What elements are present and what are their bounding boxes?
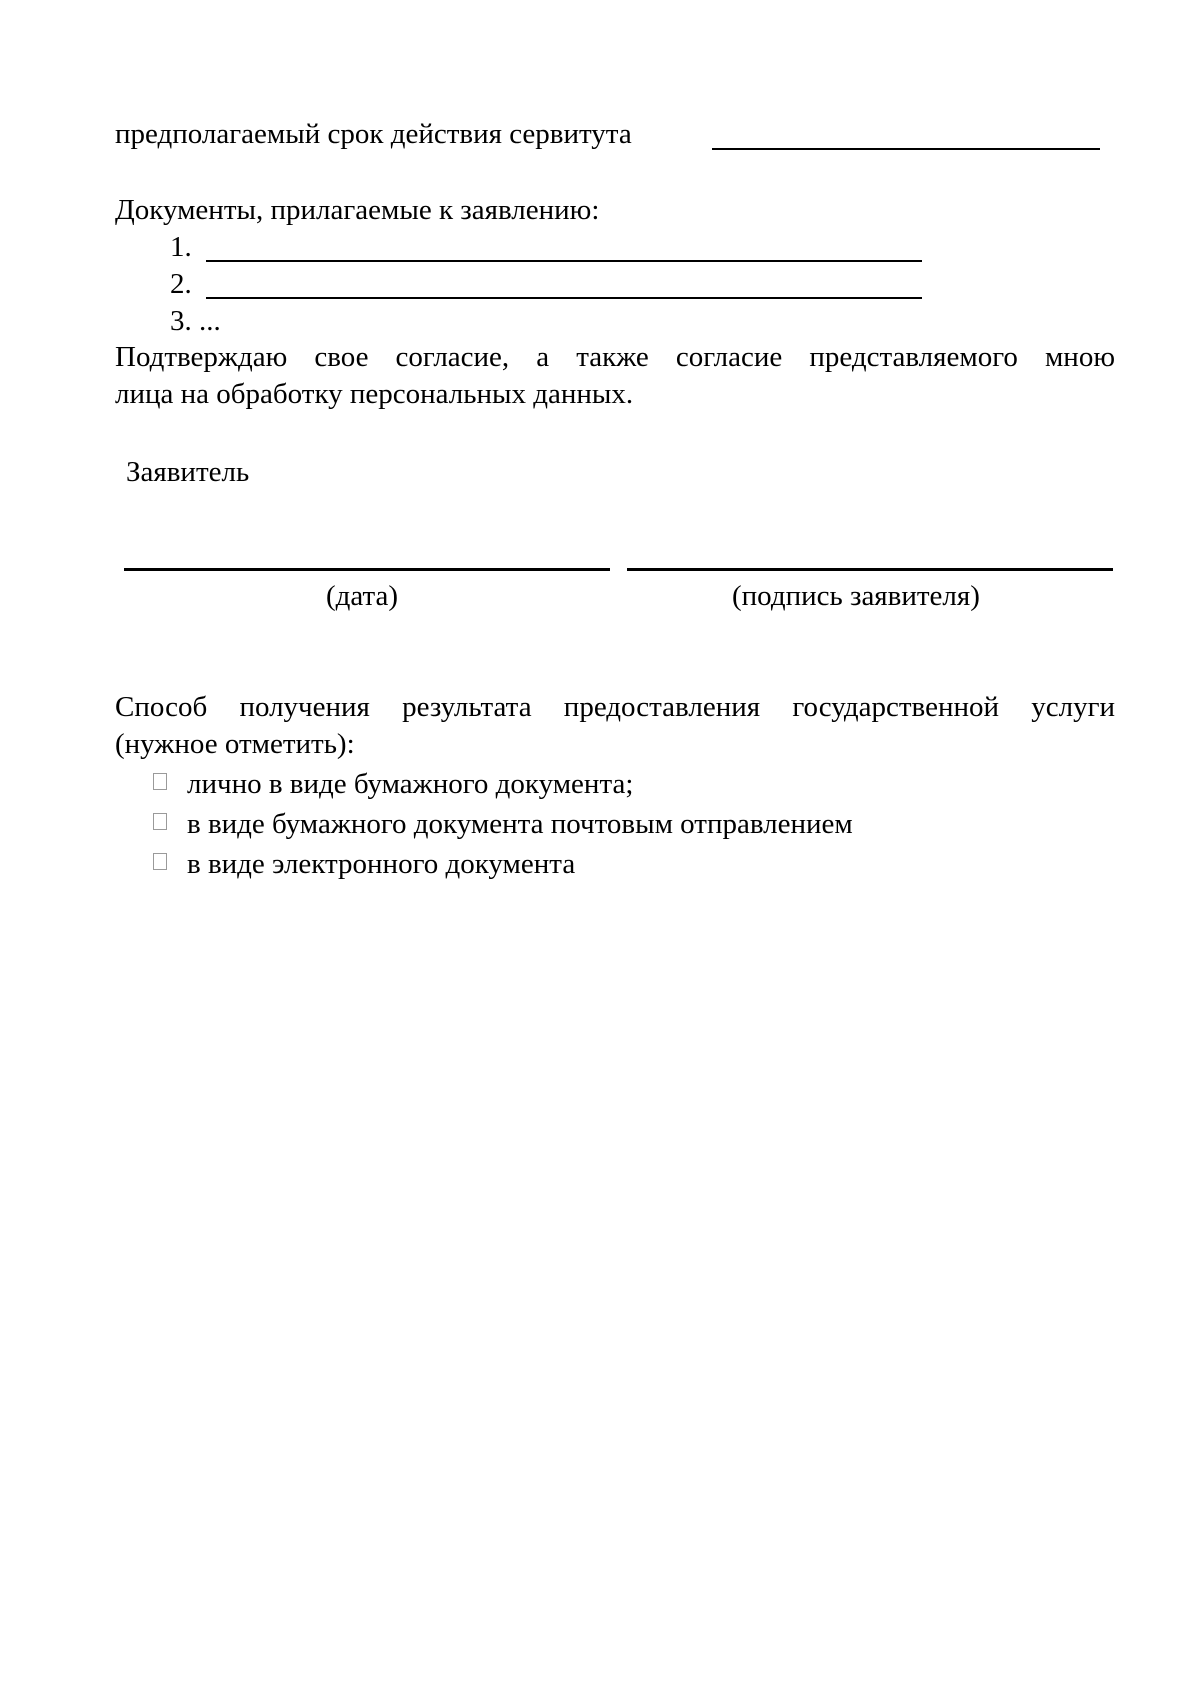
attachments-heading: Документы, прилагаемые к заявлению: xyxy=(115,194,600,226)
option-checkbox-3[interactable] xyxy=(153,853,167,870)
consent-paragraph xyxy=(115,339,1115,413)
result-method-line-2: (нужное отметить): xyxy=(115,728,355,760)
consent-line-2: лица на обработку персональных данных. xyxy=(115,378,634,410)
attachment-field-2[interactable] xyxy=(206,297,922,299)
attachment-number-1: 1. xyxy=(170,231,192,263)
option-label-3: в виде электронного документа xyxy=(187,848,576,880)
applicant-label: Заявитель xyxy=(126,456,250,488)
consent-line-1: Подтверждаю свое согласие, а также согласие представляемого мною xyxy=(115,341,1115,373)
result-method-line-1: Способ получения результата предоставления государственной услуги xyxy=(115,691,1115,723)
option-label-2: в виде бумажного документа почтовым отправлением xyxy=(187,808,853,840)
date-caption: (дата) xyxy=(326,580,399,612)
signature-line[interactable] xyxy=(627,568,1113,571)
option-label-1: лично в виде бумажного документа; xyxy=(187,768,634,800)
attachment-number-2: 2. xyxy=(170,268,192,300)
attachment-number-3: 3. ... xyxy=(170,305,221,337)
attachment-field-1[interactable] xyxy=(206,260,922,262)
result-method-paragraph xyxy=(115,689,1115,763)
option-checkbox-1[interactable] xyxy=(153,773,167,790)
servitude-term-field[interactable] xyxy=(712,148,1100,150)
date-line[interactable] xyxy=(124,568,610,571)
option-checkbox-2[interactable] xyxy=(153,813,167,830)
signature-caption: (подпись заявителя) xyxy=(732,580,980,612)
servitude-term-label: предполагаемый срок действия сервитута xyxy=(115,118,632,150)
